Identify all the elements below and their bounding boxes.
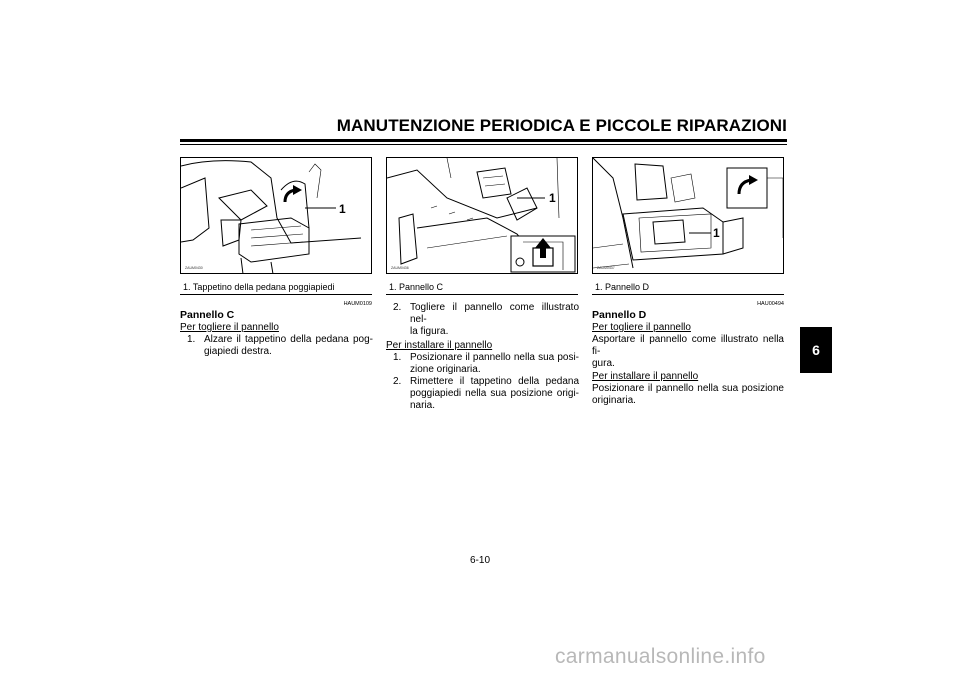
figure-callout: 1 (339, 202, 346, 216)
list-item (393, 376, 579, 412)
figure-panel-c (386, 157, 578, 274)
list-item-text: Posizionare il pannello nella sua posi- (410, 352, 579, 363)
list-item-text: zione originaria. (410, 364, 481, 375)
caption-separator (386, 294, 578, 295)
illustration-panel-d (593, 158, 784, 274)
list-item (187, 334, 373, 358)
chapter-tab[interactable]: 6 (800, 327, 832, 373)
page-title: MANUTENZIONE PERIODICA E PICCOLE RIPARAZIONI (336, 116, 787, 135)
figure-code: ZAUM0437 (597, 266, 615, 270)
subheading-remove: Per togliere il pannello (592, 322, 691, 333)
list-item (393, 352, 579, 376)
section-title: Pannello D (592, 309, 647, 321)
figure-callout: 1 (713, 226, 720, 240)
paragraph-line: gura. (592, 358, 615, 369)
figure-caption: 1. Pannello D (595, 282, 650, 292)
paragraph (592, 383, 784, 407)
section-title: Pannello C (180, 309, 235, 321)
list-item-text: naria. (410, 400, 436, 411)
header-rule-thin (180, 144, 787, 145)
subheading-install: Per installare il pannello (592, 371, 699, 382)
subheading-remove: Per togliere il pannello (180, 322, 279, 333)
section-code: HAU00494 (757, 301, 784, 307)
paragraph-line: Asportare il pannello come illustrato nella fi- (592, 334, 784, 357)
section-code: HAUM0109 (343, 301, 372, 307)
illustration-panel-c (387, 158, 578, 274)
list-item-text: giapiedi destra. (204, 346, 272, 357)
watermark: carmanualsonline.info (555, 645, 766, 668)
figure-caption: 1. Pannello C (389, 282, 444, 292)
list-item-text: Alzare il tappetino della pedana pog- (204, 334, 373, 345)
caption-separator (180, 294, 372, 295)
figure-caption: 1. Tappetino della pedana poggiapiedi (183, 282, 335, 292)
list-item-text: poggiapiedi nella sua posizione origi- (410, 388, 579, 399)
list-item-number: 2. (393, 376, 402, 387)
list-item (393, 302, 579, 337)
illustration-footboard-mat (181, 158, 372, 274)
figure-code: ZAUM0430 (185, 266, 203, 270)
figure-footboard-mat (180, 157, 372, 274)
list-item-number: 1. (393, 352, 402, 363)
paragraph-line: originaria. (592, 395, 636, 406)
list-item-number: 1. (187, 334, 196, 345)
subheading-install: Per installare il pannello (386, 340, 493, 351)
list-item-text: Rimettere il tappetino della pedana (410, 376, 579, 387)
figure-code: ZAUM0436 (391, 266, 409, 270)
paragraph-line: Posizionare il pannello nella sua posizione (592, 383, 784, 394)
figure-callout: 1 (549, 191, 556, 205)
list-item-text: Togliere il pannello come illustrato nel- (410, 302, 579, 325)
figure-panel-d (592, 157, 784, 274)
caption-separator (592, 294, 784, 295)
page-number: 6-10 (469, 555, 490, 566)
header-rule (180, 139, 787, 142)
paragraph (592, 334, 784, 370)
list-item-text: la figura. (410, 326, 449, 337)
list-item-number: 2. (393, 302, 402, 313)
